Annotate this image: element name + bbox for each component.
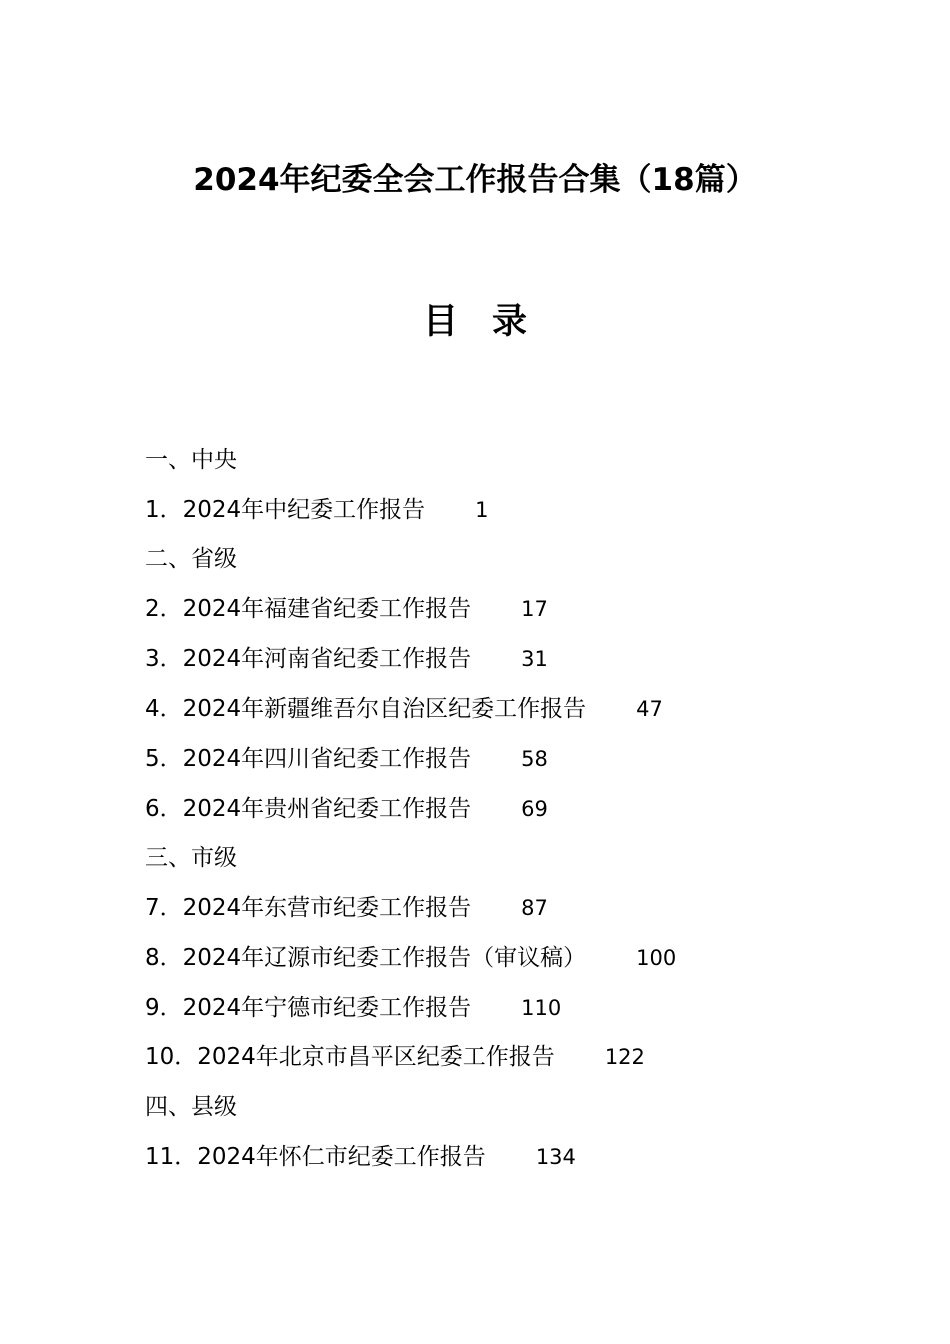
toc-entry[interactable] (145, 490, 489, 530)
toc-entry[interactable] (145, 589, 548, 629)
toc-entry-page-number: 1 (475, 498, 489, 522)
toc-entry[interactable] (145, 689, 663, 729)
toc-entry-page-number: 87 (521, 896, 548, 920)
toc-entry-page-number: 69 (521, 797, 548, 821)
toc-entry[interactable] (145, 1037, 645, 1077)
toc-entry-title: 1．2024年中纪委工作报告 (145, 497, 426, 523)
toc-entry-title: 11．2024年怀仁市纪委工作报告 (145, 1144, 486, 1170)
toc-entry-title: 2．2024年福建省纪委工作报告 (145, 596, 472, 622)
toc-entry[interactable] (145, 888, 548, 928)
toc-entry[interactable] (145, 1137, 576, 1177)
toc-entry-page-number: 110 (521, 996, 562, 1020)
section-heading-municipal (145, 838, 237, 878)
toc-entry-page-number: 58 (521, 747, 548, 771)
section-heading-central (145, 440, 237, 480)
toc-entry-title: 8．2024年辽源市纪委工作报告（审议稿） (145, 945, 587, 971)
toc-entry-title: 7．2024年东营市纪委工作报告 (145, 895, 472, 921)
toc-entry[interactable] (145, 739, 548, 779)
toc-heading: 目录 (422, 302, 561, 342)
toc-entry-title: 3．2024年河南省纪委工作报告 (145, 646, 472, 672)
toc-entry[interactable] (145, 789, 548, 829)
toc-entry-title: 4．2024年新疆维吾尔自治区纪委工作报告 (145, 696, 587, 722)
toc-entry-page-number: 31 (521, 647, 548, 671)
toc-entry[interactable] (145, 988, 561, 1028)
section-heading-label: 一、中央 (145, 447, 237, 473)
toc-entry-title: 6．2024年贵州省纪委工作报告 (145, 796, 472, 822)
section-heading-label: 二、省级 (145, 546, 237, 572)
section-heading-county (145, 1087, 237, 1127)
toc-entry-page-number: 134 (535, 1145, 576, 1169)
toc-entry-page-number: 100 (636, 946, 677, 970)
section-heading-label: 三、市级 (145, 845, 237, 871)
document-title: 2024年纪委全会工作报告合集（18篇） (193, 162, 757, 198)
toc-entry-page-number: 47 (636, 697, 663, 721)
toc-entry[interactable] (145, 938, 676, 978)
section-heading-provincial (145, 539, 237, 579)
toc-entry-page-number: 122 (604, 1045, 645, 1069)
toc-entry[interactable] (145, 639, 548, 679)
toc-entry-page-number: 17 (521, 597, 548, 621)
toc-entry-title: 9．2024年宁德市纪委工作报告 (145, 995, 472, 1021)
toc-entry-title: 10．2024年北京市昌平区纪委工作报告 (145, 1044, 555, 1070)
toc-entry-title: 5．2024年四川省纪委工作报告 (145, 746, 472, 772)
section-heading-label: 四、县级 (145, 1094, 237, 1120)
